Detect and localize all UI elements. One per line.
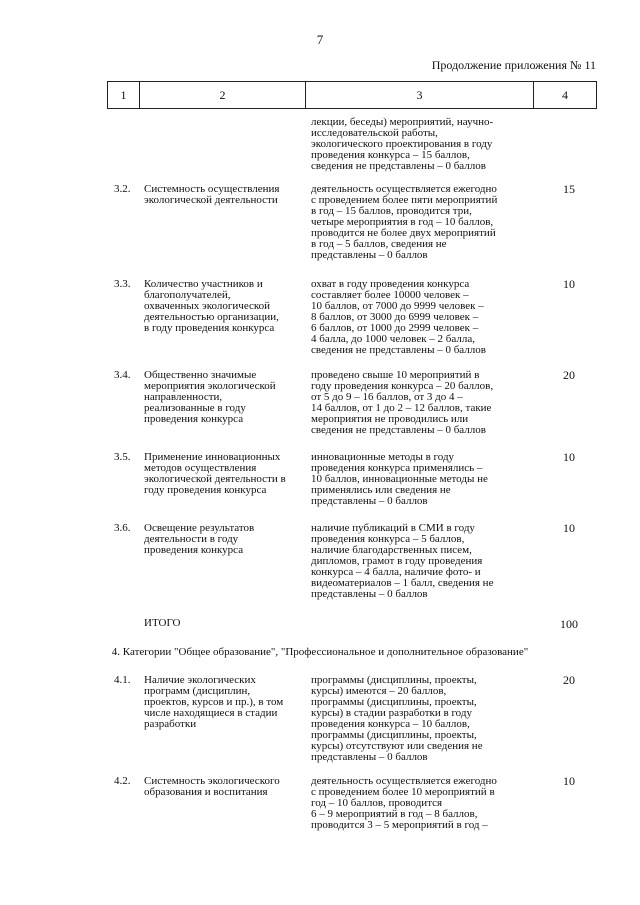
description-line: сведения не представлены – 0 баллов (311, 424, 486, 436)
section-title: 4. Категории "Общее образование", "Профессиональное и дополнительное образование" (111, 646, 529, 658)
criterion-line: Системность экологического (144, 775, 280, 787)
description-line: с проведением более 10 мероприятий в (311, 786, 495, 798)
criterion-line: деятельностью организации, (144, 311, 279, 323)
criterion-line: Системность осуществления (144, 183, 280, 195)
criterion-line: Количество участников и (144, 278, 263, 290)
criterion-line: Освещение результатов (144, 522, 255, 534)
description-line: с проведением более пяти мероприятий (311, 194, 498, 206)
criterion-line: методов осуществления (144, 462, 257, 474)
scoring-description-cell (311, 776, 541, 831)
max-score-cell: 10 (563, 774, 575, 788)
description-line: видеоматериалов – 1 балл, сведения не (311, 577, 494, 589)
description-line: курсы) имеются – 20 баллов, (311, 685, 447, 697)
criterion-line: Применение инновационных (144, 451, 281, 463)
description-line: деятельность осуществляется ежегодно (311, 775, 497, 787)
description-line: курсы) в стадии разработки в году (311, 707, 472, 719)
appendix-continuation-label: Продолжение приложения № 11 (431, 58, 596, 72)
scoring-description-cell (311, 117, 541, 172)
criterion-line: проведения конкурса (144, 413, 244, 425)
row-number: 4.1. (114, 674, 131, 686)
row-number: 3.2. (114, 183, 131, 195)
table-header-row (107, 81, 597, 109)
max-score-cell: 10 (563, 450, 575, 464)
column-header-1: 1 (120, 87, 127, 102)
criterion-line: проектов, курсов и пр.), в том (144, 696, 284, 708)
max-score-cell: 15 (563, 182, 575, 196)
scoring-description-cell (311, 675, 541, 763)
criterion-line: программ (дисциплин, (144, 685, 251, 697)
criterion-line: благополучателей, (144, 289, 231, 301)
description-line: исследовательской работы, (311, 127, 438, 139)
description-line: сведения не представлены – 0 баллов (311, 344, 486, 356)
criterion-line: проведения конкурса (144, 544, 244, 556)
criterion-line: Общественно значимые (144, 369, 257, 381)
criterion-line: направленности, (144, 391, 223, 403)
criterion-line: реализованные в году (144, 402, 246, 414)
description-line: составляет более 10000 человек – (311, 289, 469, 301)
criterion-line: образования и воспитания (144, 786, 268, 798)
criterion-line: деятельности в году (144, 533, 239, 545)
row-number: 3.5. (114, 451, 131, 463)
description-line: курсы) отсутствуют или сведения не (311, 740, 483, 752)
criterion-cell (144, 675, 310, 730)
description-line: представлены – 0 баллов (311, 588, 428, 600)
criterion-line: мероприятия экологической (144, 380, 276, 392)
description-line: применялись или сведения не (311, 484, 451, 496)
max-score-cell: 20 (563, 368, 575, 382)
scoring-description-cell (311, 452, 541, 507)
description-line: инновационные методы в году (311, 451, 455, 463)
description-line: представлены – 0 баллов (311, 751, 428, 763)
description-line: представлены – 0 баллов (311, 495, 428, 507)
description-line: от 5 до 9 – 16 баллов, от 3 до 4 – (311, 391, 463, 403)
criterion-line: году проведения конкурса (144, 484, 267, 496)
criterion-cell (144, 279, 310, 334)
description-line: в год – 5 баллов, сведения не (311, 238, 447, 250)
max-score-cell: 10 (563, 521, 575, 535)
max-score-cell: 10 (563, 277, 575, 291)
criterion-line: разработки (144, 718, 197, 730)
description-line: проведения конкурса – 10 баллов, (311, 718, 470, 730)
description-line: год – 10 баллов, проводится (311, 797, 443, 809)
description-line: представлены – 0 баллов (311, 249, 428, 261)
total-label: ИТОГО (144, 617, 181, 629)
description-line: 14 баллов, от 1 до 2 – 12 баллов, такие (311, 402, 492, 414)
criterion-cell (144, 452, 310, 496)
criterion-cell (144, 776, 310, 798)
criterion-line: экологической деятельности в (144, 473, 286, 485)
description-line: проводится не более двух мероприятий (311, 227, 496, 239)
description-line: сведения не представлены – 0 баллов (311, 160, 486, 172)
row-number: 3.6. (114, 522, 131, 534)
description-line: дипломов, грамот в году проведения (311, 555, 483, 567)
description-line: 10 баллов, от 7000 до 9999 человек – (311, 300, 484, 312)
description-line: году проведения конкурса – 20 баллов, (311, 380, 494, 392)
description-line: проведения конкурса – 5 баллов, (311, 533, 465, 545)
description-line: проведения конкурса применялись – (311, 462, 483, 474)
description-line: в год – 15 баллов, проводится три, (311, 205, 472, 217)
total-value: 100 (560, 617, 578, 631)
description-line: экологического проектирования в году (311, 138, 493, 150)
description-line: 4 балла, до 1000 человек – 2 балла, (311, 333, 475, 345)
criterion-line: охваченных экологической (144, 300, 271, 312)
description-line: программы (дисциплины, проекты, (311, 729, 477, 741)
criterion-cell (144, 184, 310, 206)
description-line: программы (дисциплины, проекты, (311, 696, 477, 708)
description-line: четыре мероприятия в год – 10 баллов, (311, 216, 494, 228)
description-line: 8 баллов, от 3000 до 6999 человек – (311, 311, 479, 323)
criterion-line: в году проведения конкурса (144, 322, 275, 334)
description-line: деятельность осуществляется ежегодно (311, 183, 497, 195)
description-line: проводится 3 – 5 мероприятий в год – (311, 819, 488, 831)
description-line: 6 – 9 мероприятий в год – 8 баллов, (311, 808, 478, 820)
description-line: программы (дисциплины, проекты, (311, 674, 477, 686)
description-line: лекции, беседы) мероприятий, научно- (311, 116, 494, 128)
description-line: 6 баллов, от 1000 до 2999 человек – (311, 322, 479, 334)
description-line: конкурса – 4 балла, наличие фото- и (311, 566, 481, 578)
scoring-description-cell (311, 523, 541, 600)
criterion-line: экологической деятельности (144, 194, 278, 206)
description-line: наличие благодарственных писем, (311, 544, 472, 556)
column-header-3: 3 (305, 82, 533, 108)
scoring-description-cell (311, 184, 541, 261)
row-number: 3.3. (114, 278, 131, 290)
description-line: охват в году проведения конкурса (311, 278, 470, 290)
row-number: 4.2. (114, 775, 131, 787)
scoring-description-cell (311, 279, 541, 356)
page-number: 7 (316, 32, 324, 47)
column-header-2: 2 (139, 82, 305, 108)
description-line: 10 баллов, инновационные методы не (311, 473, 488, 485)
description-line: мероприятия не проводились или (311, 413, 469, 425)
max-score-cell: 20 (563, 673, 575, 687)
description-line: наличие публикаций в СМИ в году (311, 522, 475, 534)
row-number: 3.4. (114, 369, 131, 381)
scoring-description-cell (311, 370, 541, 436)
criterion-line: числе находящиеся в стадии (144, 707, 278, 719)
description-line: проведено свыше 10 мероприятий в (311, 369, 480, 381)
column-header-4: 4 (533, 82, 596, 108)
criterion-cell (144, 370, 310, 425)
criterion-cell (144, 523, 310, 556)
criterion-line: Наличие экологических (144, 674, 256, 686)
description-line: проведения конкурса – 15 баллов, (311, 149, 470, 161)
